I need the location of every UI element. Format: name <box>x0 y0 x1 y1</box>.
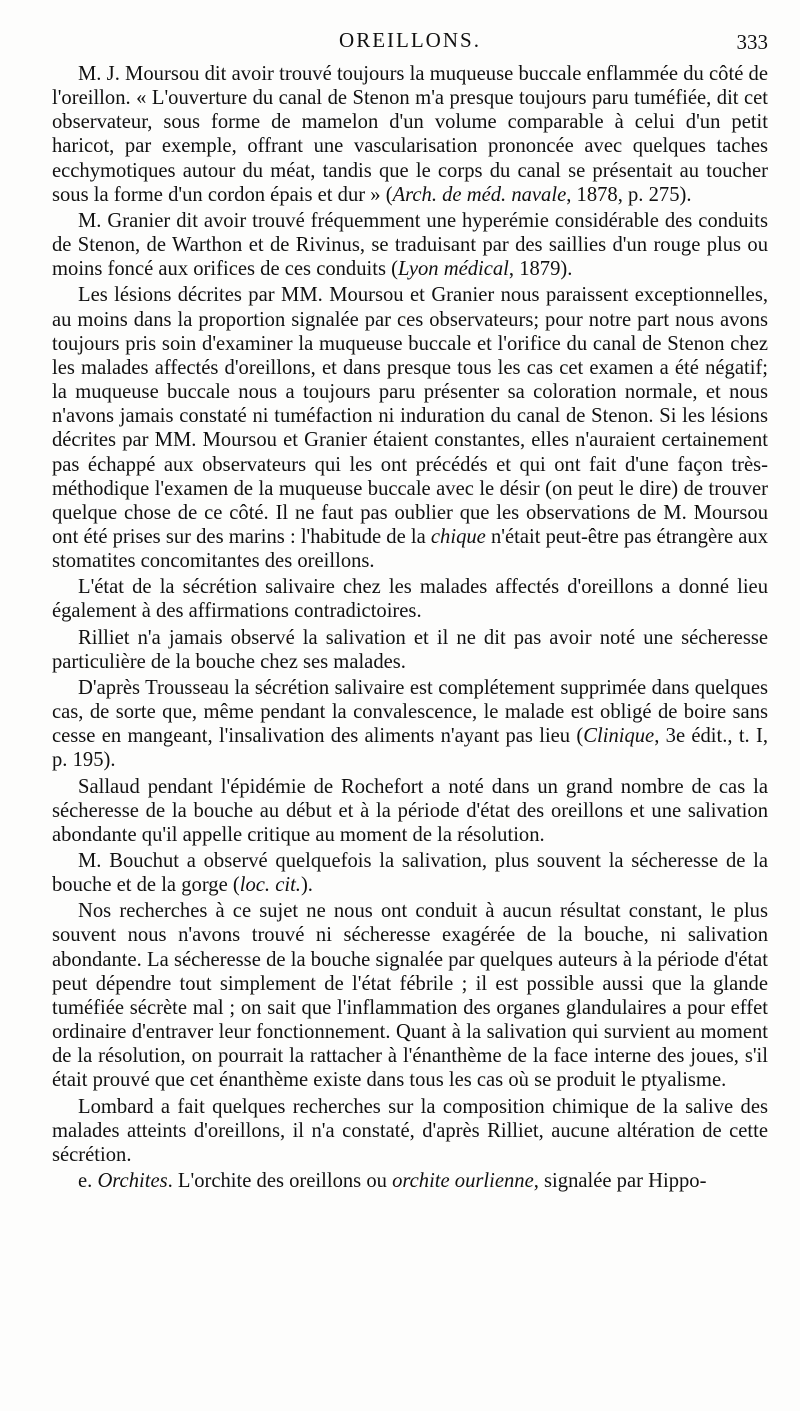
text-segment: , signalée par Hippo- <box>533 1170 707 1193</box>
text-segment: e. <box>78 1170 98 1193</box>
page-number: 333 <box>736 30 768 54</box>
text-segment: M. Bouchut a observé quelquefois la salivation, plus souvent la sécheresse de la bouche et de la gorge ( <box>52 850 768 897</box>
text-segment: , 1878, p. 275). <box>566 183 692 206</box>
running-title: OREILLONS. <box>339 28 481 52</box>
paragraph <box>52 1095 768 1167</box>
paragraph <box>52 849 768 897</box>
italic-text: Arch. de méd. navale <box>392 183 567 206</box>
text-segment: Rilliet n'a jamais observé la salivation et il ne dit pas avoir noté une sécheresse particulière de la bouche chez ses malades. <box>52 626 768 673</box>
paragraph <box>52 1169 768 1193</box>
italic-text: Orchites <box>97 1170 168 1193</box>
text-segment: Sallaud pendant l'épidémie de Rochefort a noté dans un grand nombre de cas la sécheresse de la bouche au début et à la période d'état des oreillons et une salivation abondante qu'il appelle critique au moment de la résolution. <box>52 775 768 846</box>
italic-text: orchite ourlienne <box>392 1170 534 1193</box>
text-segment: M. Granier dit avoir trouvé fréquemment une hyperémie considérable des conduits de Stenon, de Warthon et de Rivinus, se traduisant par des saillies d'un rouge plus ou moins foncé aux orifices de ces conduits ( <box>52 209 768 281</box>
paragraph <box>52 209 768 281</box>
text-segment: Lombard a fait quelques recherches sur la composition chimique de la salive des malades atteints d'oreillons, il n'a constaté, d'après Rilliet, aucune altération de cette sécrétion. <box>52 1095 768 1166</box>
paragraph <box>52 283 768 573</box>
text-segment: L'état de la sécrétion salivaire chez les malades affectés d'oreillons a donné lieu également à des affirmations contradictoires. <box>52 576 768 623</box>
paragraph <box>52 775 768 847</box>
italic-text: loc. cit. <box>239 874 301 897</box>
paragraph <box>52 575 768 623</box>
body-text <box>52 62 768 1193</box>
italic-text: Clinique <box>583 725 655 748</box>
running-head <box>52 26 768 56</box>
italic-text: chique <box>430 525 486 548</box>
text-segment: D'après Trousseau la sécrétion salivaire est complétement supprimée dans quelques cas, de sorte que, même pendant la convalescence, le malade est obligé de boire sans cesse en mangeant, l'insalivation des aliments n'ayant pas lieu ( <box>52 676 768 748</box>
text-segment: n'était peut-être pas étrangère aux stomatites concomitantes des oreillons. <box>52 525 768 573</box>
text-segment: ). <box>300 874 313 897</box>
text-segment: Nos recherches à ce sujet ne nous ont conduit à aucun résultat constant, le plus souvent nous n'avons trouvé ni sécheresse exagérée de la bouche, ni salivation abondante. La sécheresse de la bouche signalée par quelques auteurs à la période d'état peut dépendre tout simplement de l'état fébrile ; il est possible aussi que la glande tuméfiée sécrète mal ; on sait que l'inflammation des organes glandulaires a pour effet ordinaire d'entraver leur fonctionnement. Quant à la salivation qui survient au moment de la résolution, on pourrait la rattacher à l'énanthème de la face interne des joues, s'il était prouvé que cet énanthème existe dans tous les cas où se produit le ptyalisme. <box>52 900 768 1092</box>
paragraph <box>52 676 768 773</box>
text-segment: Les lésions décrites par MM. Moursou et Granier nous paraissent exceptionnelles, au moins dans la proportion signalée par ces observateurs; pour notre part nous avons toujours pris soin d'examiner la muqueuse buccale et l'orifice du canal de Stenon chez les malades affectés d'oreillons, et dans presque tous les cas cet examen a été négatif; la muqueuse buccale nous a toujours paru présenter sa coloration normale, et nous n'avons jamais constaté ni tuméfaction ni induration du canal de Stenon. Si les lésions décrites par MM. Moursou et Granier étaient constantes, elles n'auraient certainement pas échappé aux observateurs qui les ont précédés et qui ont fait d'une façon très-méthodique l'examen de la muqueuse buccale avec le désir (on peut le dire) de trouver quelque chose de ce côté. Il ne faut pas oublier que les observations de M. Moursou ont été prises sur des marins : l'habitude de la <box>52 284 768 548</box>
text-segment: . L'orchite des oreillons ou <box>167 1170 393 1193</box>
paragraph <box>52 626 768 674</box>
paragraph <box>52 62 768 207</box>
text-segment: , 3e édit., t. I, p. 195). <box>52 725 769 772</box>
italic-text: Lyon médical <box>397 258 509 281</box>
paragraph <box>52 899 768 1092</box>
text-segment: , 1879). <box>508 258 573 281</box>
text-segment: M. J. Moursou dit avoir trouvé toujours la muqueuse buccale enflammée du côté de l'oreillon. « L'ouverture du canal de Stenon m'a presque toujours paru tuméfiée, dit cet observateur, sous forme de mamelon d'un volume comparable à celui d'un petit haricot, par exemple, offrant une vascularisation prononcée avec quelques taches ecchymotiques autour du méat, tandis que le corps du canal se présentait au toucher sous la forme d'un cordon épais et dur » ( <box>52 63 768 206</box>
